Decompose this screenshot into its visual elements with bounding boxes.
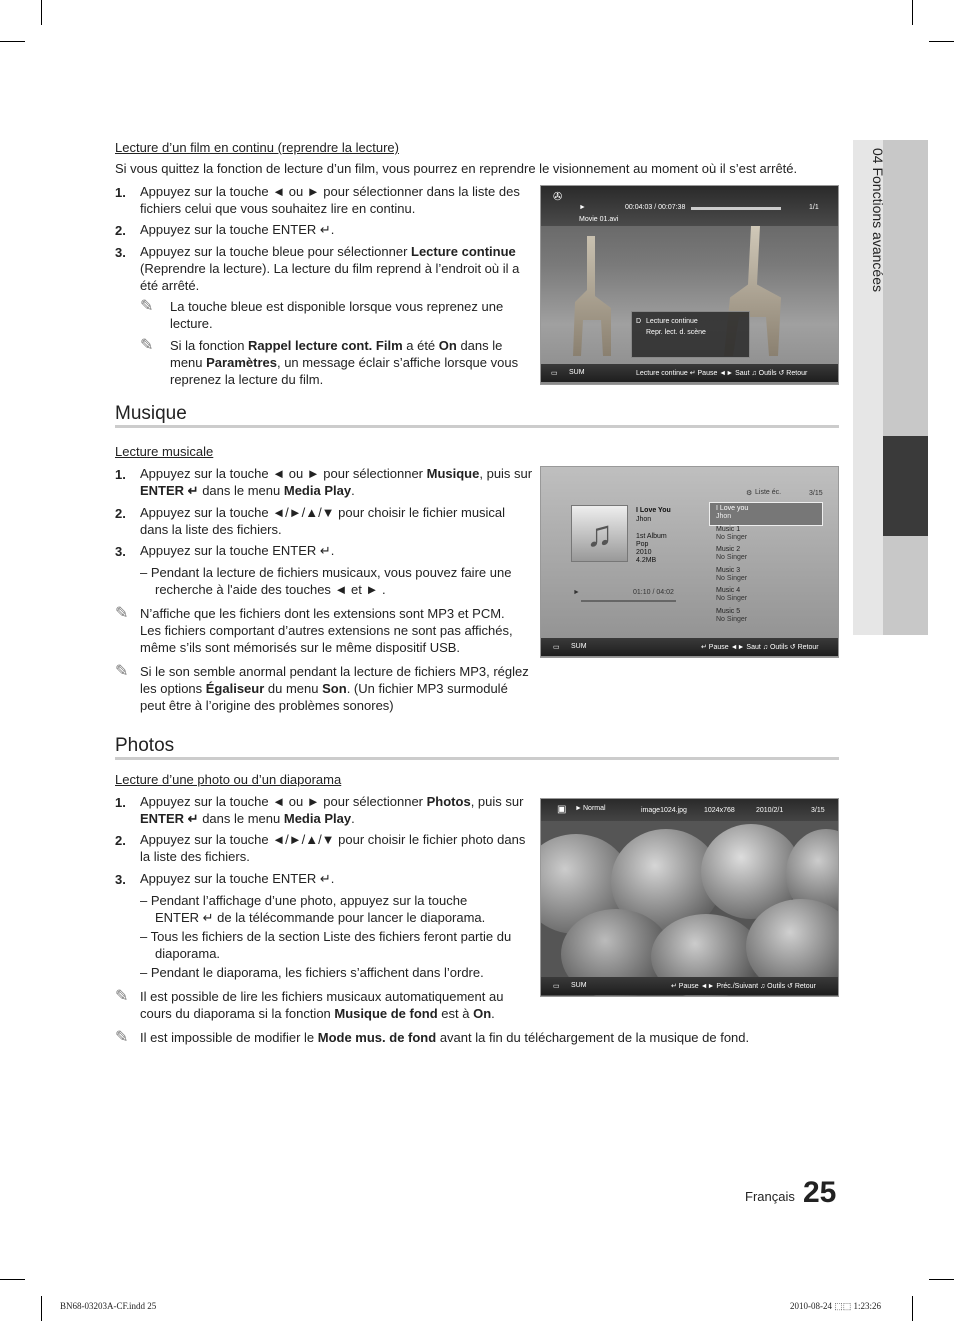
section-divider bbox=[115, 425, 839, 428]
section-subtitle: Lecture musicale bbox=[115, 444, 214, 459]
note-icon: ✎ bbox=[140, 337, 154, 354]
step-number: 2. bbox=[115, 506, 126, 521]
track-item[interactable]: Music 2 bbox=[716, 546, 741, 553]
crop-mark bbox=[929, 41, 954, 42]
crop-mark bbox=[912, 0, 913, 25]
movie-screenshot bbox=[540, 185, 839, 385]
note-text: Il est impossible de modifier le Mode mus. de fond avant la fin du téléchargement de la musique de fond. bbox=[140, 1030, 750, 1045]
page-number: 25 bbox=[803, 1176, 837, 1209]
track-singer: Jhon bbox=[716, 513, 732, 520]
note-text: Si le son semble anormal pendant la lecture de fichiers MP3, réglez les options Égaliseur du menu Son. (Un fichier MP3 surmodulé peut être à l’origine des problèmes sonores) bbox=[140, 664, 529, 713]
crop-mark bbox=[0, 41, 25, 42]
usb-icon: ▭ bbox=[553, 644, 560, 651]
step-text: Appuyez sur la touche ◄ ou ► pour sélectionner dans la liste des fichiers celui que vous souhaitez lire en continu. bbox=[140, 184, 520, 216]
track-singer: No Singer bbox=[716, 554, 748, 561]
track-item[interactable]: I Love you bbox=[716, 505, 749, 512]
note-icon: ✎ bbox=[115, 605, 129, 622]
step-text: Appuyez sur la touche ENTER ↵. bbox=[140, 543, 335, 558]
device-name: SUM bbox=[571, 643, 587, 650]
indd-filename: BN68-03203A-CF.indd 25 bbox=[60, 1301, 157, 1311]
device-name: SUM bbox=[571, 982, 587, 989]
view-mode: Normal bbox=[583, 805, 606, 812]
resume-popup bbox=[631, 311, 750, 358]
step-number: 3. bbox=[115, 245, 126, 260]
note-text: Si la fonction Rappel lecture cont. Film a été On dans le menu Paramètres, un message éclair s’affiche lorsque vous reprenez la lecture du film. bbox=[170, 338, 519, 387]
detail-text: – Pendant l’affichage d’une photo, appuyez sur la touche ENTER ↵ de la télécommande pour lancer le diaporama. bbox=[140, 893, 486, 925]
photo-icon: ▣ bbox=[557, 804, 567, 815]
control-hints: ↵ Pause ◄► Préc./Suivant ♫ Outils ↺ Retour bbox=[671, 983, 816, 990]
usb-icon: ▭ bbox=[553, 983, 560, 990]
page-count: 3/15 bbox=[811, 807, 825, 814]
note-icon: ✎ bbox=[115, 988, 129, 1005]
section-title: Musique bbox=[115, 403, 187, 424]
step-text: Appuyez sur la touche ◄/►/▲/▼ pour choisir le fichier musical dans la liste des fichiers. bbox=[140, 505, 506, 537]
photo-date: 2010/2/1 bbox=[756, 807, 784, 814]
play-icon: ► bbox=[579, 204, 586, 211]
section-divider bbox=[115, 757, 839, 760]
note-text: Il est possible de lire les fichiers musicaux automatiquement au cours du diaporama si la fonction Musique de fond est à On. bbox=[140, 989, 504, 1021]
song-genre: Pop bbox=[636, 541, 649, 548]
step-number: 2. bbox=[115, 833, 126, 848]
list-icon: ⚙ bbox=[746, 490, 753, 497]
resolution: 1024x768 bbox=[704, 807, 735, 814]
step-text: Appuyez sur la touche ◄ ou ► pour sélectionner Photos, puis sur ENTER ↵ dans le menu Media Play. bbox=[140, 794, 524, 826]
control-bar bbox=[541, 977, 838, 995]
popup-resume[interactable]: Lecture continue bbox=[646, 318, 698, 325]
chapter-label: 04 Fonctions avancées bbox=[870, 148, 886, 292]
step-text: Appuyez sur la touche ENTER ↵. bbox=[140, 871, 335, 886]
step-text: Appuyez sur la touche ENTER ↵. bbox=[140, 222, 335, 237]
section-subtitle: Lecture d’une photo ou d’un diaporama bbox=[115, 772, 342, 787]
print-date: 2010-08-24 ⬚⬚ 1:23:26 bbox=[790, 1301, 882, 1311]
detail-text: – Pendant la lecture de fichiers musicaux, vous pouvez faire une recherche à l'aide des touches ◄ et ► . bbox=[140, 565, 512, 597]
note-icon: ✎ bbox=[115, 663, 129, 680]
usb-icon: ▭ bbox=[551, 370, 558, 377]
list-mode: Liste éc. bbox=[755, 489, 782, 496]
track-item[interactable]: Music 3 bbox=[716, 566, 741, 574]
note-icon: ✎ bbox=[115, 1029, 129, 1046]
file-name: image1024.jpg bbox=[641, 807, 687, 814]
crop-mark bbox=[912, 1296, 913, 1321]
section-title: Photos bbox=[115, 735, 175, 756]
playback-time: 01:10 / 04:02 bbox=[633, 589, 674, 596]
music-screenshot bbox=[540, 466, 839, 658]
song-year: 2010 bbox=[636, 549, 652, 556]
track-singer: No Singer bbox=[716, 595, 748, 602]
intro-text: Si vous quittez la fonction de lecture d’un film, vous pourrez en reprendre le visionnement au moment où il s’est arrêté. bbox=[115, 161, 798, 176]
detail-text: – Tous les fichiers de la section Liste des fichiers feront partie du diaporama. bbox=[140, 929, 512, 961]
crop-mark bbox=[41, 0, 42, 25]
note-text: N’affiche que les fichiers dont les extensions sont MP3 et PCM. Les fichiers comportant d’autres extensions ne sont pas affichés, même s’ils sont mémorisés sur le même dispositif USB. bbox=[140, 606, 513, 655]
device-name: SUM bbox=[569, 369, 585, 376]
playback-time: 00:04:03 / 00:07:38 bbox=[625, 204, 686, 211]
note-icon: ✎ bbox=[140, 298, 154, 315]
step-number: 3. bbox=[115, 544, 126, 559]
page-count: 3/15 bbox=[809, 490, 823, 497]
page-count: 1/1 bbox=[809, 204, 819, 211]
crop-mark bbox=[0, 1279, 25, 1280]
step-text: Appuyez sur la touche bleue pour sélectionner Lecture continue (Reprendre la lecture). La lecture du film reprend à l’endroit où il a été arrêté. bbox=[140, 244, 520, 293]
control-bar bbox=[541, 638, 838, 656]
control-hints: Lecture continue ↵ Pause ◄► Saut ♫ Outils ↺ Retour bbox=[636, 370, 808, 377]
photo-screenshot bbox=[540, 798, 839, 997]
step-number: 3. bbox=[115, 872, 126, 887]
step-number: 1. bbox=[115, 467, 126, 482]
play-icon: ► bbox=[575, 805, 582, 812]
track-item[interactable]: Music 1 bbox=[716, 525, 741, 533]
music-note-icon: ♫ bbox=[571, 505, 628, 562]
control-hints: ↵ Pause ◄► Saut ♫ Outils ↺ Retour bbox=[701, 644, 819, 651]
step-text: Appuyez sur la touche ◄ ou ► pour sélectionner Musique, puis sur ENTER ↵ dans le menu Media Play. bbox=[140, 466, 533, 498]
step-number: 2. bbox=[115, 223, 126, 238]
song-size: 4.2MB bbox=[636, 557, 657, 564]
popup-scene[interactable]: Repr. lect. d. scène bbox=[646, 329, 706, 336]
crop-mark bbox=[929, 1279, 954, 1280]
chapter-sidebar bbox=[853, 140, 928, 635]
section-subtitle: Lecture d’un film en continu (reprendre la lecture) bbox=[115, 140, 399, 155]
track-singer: No Singer bbox=[716, 615, 748, 623]
note-text: La touche bleue est disponible lorsque vous reprenez une lecture. bbox=[170, 299, 504, 331]
track-item[interactable]: Music 5 bbox=[716, 607, 741, 615]
language-label: Français bbox=[745, 1189, 795, 1204]
track-singer: No Singer bbox=[716, 533, 748, 541]
track-item[interactable]: Music 4 bbox=[716, 587, 741, 594]
song-title: I Love You bbox=[636, 507, 671, 514]
blue-key-icon: D bbox=[636, 318, 642, 325]
detail-text: – Pendant le diaporama, les fichiers s’affichent dans l’ordre. bbox=[140, 965, 484, 980]
play-icon: ► bbox=[573, 589, 580, 596]
crop-mark bbox=[41, 1296, 42, 1321]
step-text: Appuyez sur la touche ◄/►/▲/▼ pour choisir le fichier photo dans la liste des fichiers. bbox=[140, 832, 526, 864]
control-bar bbox=[541, 364, 838, 382]
file-name: Movie 01.avi bbox=[579, 216, 619, 223]
step-number: 1. bbox=[115, 185, 126, 200]
track-singer: No Singer bbox=[716, 574, 748, 582]
film-icon: ✇ bbox=[553, 191, 563, 203]
step-number: 1. bbox=[115, 795, 126, 810]
song-album: 1st Album bbox=[636, 533, 667, 540]
song-artist: Jhon bbox=[636, 516, 652, 523]
